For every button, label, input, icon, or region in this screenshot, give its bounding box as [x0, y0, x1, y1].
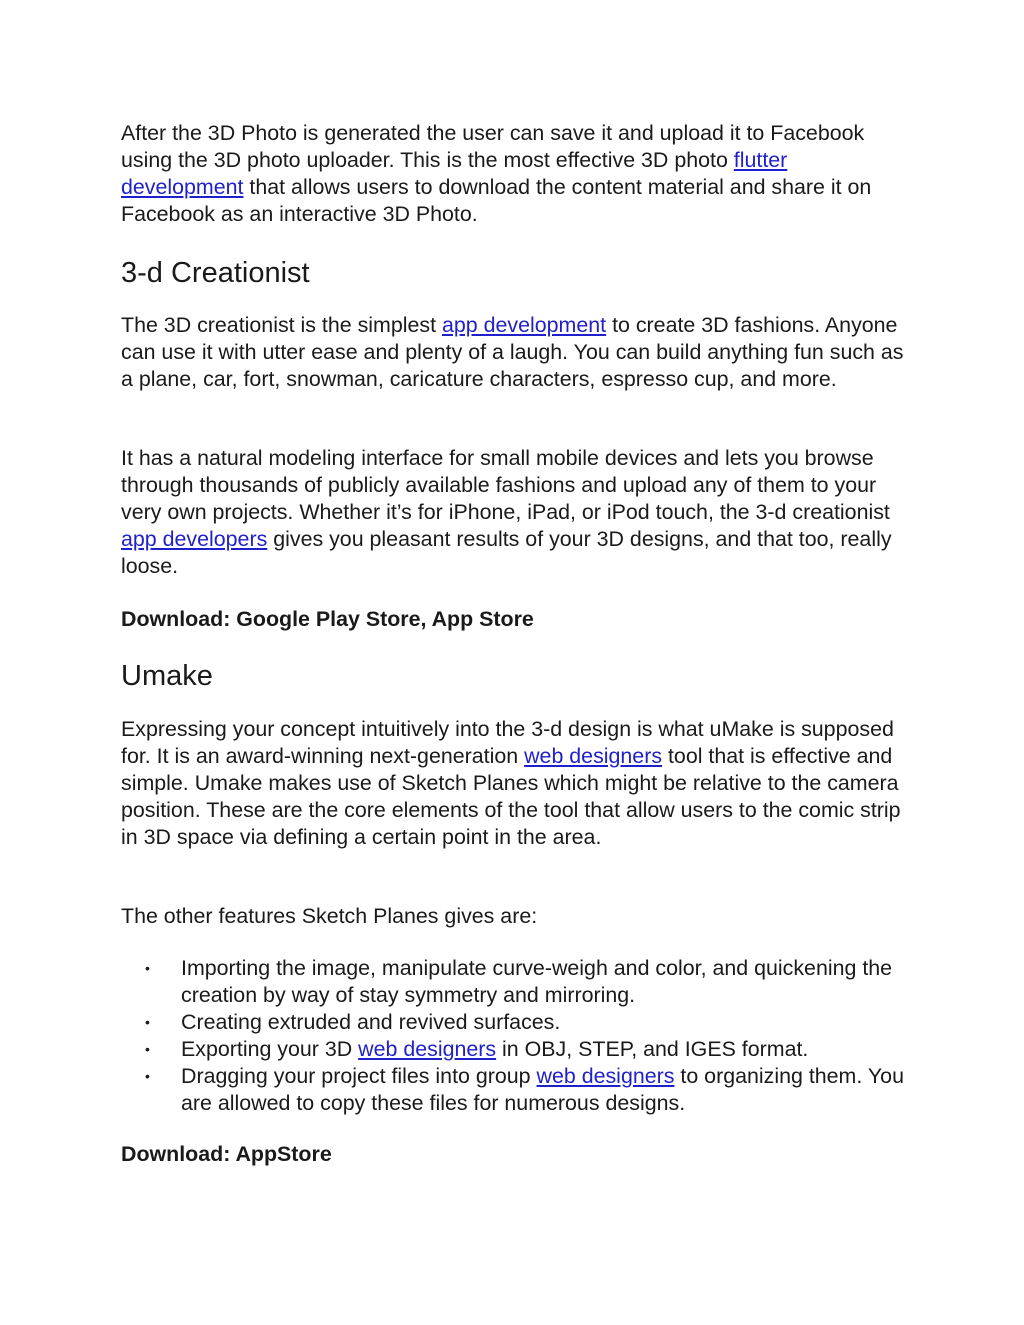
app-developers-link[interactable]: app developers	[121, 527, 268, 551]
download-google-play-app-store: Download: Google Play Store, App Store	[121, 607, 534, 631]
paragraph-3d-photo	[121, 120, 911, 228]
heading-3d-creationist: 3-d Creationist	[121, 257, 310, 289]
list-item-text: Creating extruded and revived surfaces.	[181, 1010, 561, 1034]
list-item-text: to organizing them. You are allowed to copy these files for numerous designs.	[181, 1064, 904, 1115]
bullet-icon: •	[145, 960, 150, 976]
heading-umake: Umake	[121, 660, 213, 692]
list-item-text: Exporting your 3D	[181, 1037, 359, 1061]
paragraph-text: Expressing your concept intuitively into the 3-d design is what uMake is supposed for. It is an award-winning next-generation	[121, 717, 894, 768]
list-item-text: Dragging your project files into group	[181, 1064, 537, 1088]
list-item-text: Importing the image, manipulate curve-weigh and color, and quickening the creation by way of stay symmetry and mirroring.	[181, 956, 893, 1007]
bullet-icon: •	[145, 1041, 150, 1057]
download-app-store: Download: AppStore	[121, 1142, 332, 1166]
bullet-icon: •	[145, 1014, 150, 1030]
list-item-text: in OBJ, STEP, and IGES format.	[496, 1037, 809, 1061]
paragraph-umake-intro	[121, 716, 911, 851]
paragraph-text: The 3D creationist is the simplest	[121, 313, 442, 337]
app-development-link[interactable]: app development	[442, 313, 607, 337]
list-item	[121, 1036, 911, 1063]
paragraph-text: After the 3D Photo is generated the user can save it and upload it to Facebook using the 3D photo uploader. This is the most effective 3D photo	[121, 121, 865, 172]
bullet-icon: •	[145, 1068, 150, 1084]
paragraph-features-intro: The other features Sketch Planes gives are:	[121, 904, 538, 928]
web-designers-link[interactable]: web designers	[358, 1037, 497, 1061]
web-designers-link[interactable]: web designers	[524, 744, 663, 768]
paragraph-text: that allows users to download the content material and share it on Facebook as an interactive 3D Photo.	[121, 175, 872, 226]
paragraph-text: to create 3D fashions. Anyone can use it with utter ease and plenty of a laugh. You can build anything fun such as a plane, car, fort, snowman, caricature characters, espresso cup, and more.	[121, 313, 904, 391]
paragraph-text: tool that is effective and simple. Umake makes use of Sketch Planes which might be relative to the camera position. These are the core elements of the tool that allow users to the comic strip in 3D space via defining a certain point in the area.	[121, 744, 901, 849]
list-item	[121, 1009, 911, 1036]
paragraph-text: It has a natural modeling interface for small mobile devices and lets you browse through thousands of publicly available fashions and upload any of them to your very own projects. Whether it’s for iPhone, iPad, or iPod touch, the 3-d creationist	[121, 446, 890, 524]
flutter-development-link[interactable]: flutter development	[121, 148, 788, 199]
features-list	[121, 955, 911, 1117]
paragraph-text: gives you pleasant results of your 3D designs, and that too, really loose.	[121, 527, 892, 578]
web-designers-link[interactable]: web designers	[536, 1064, 675, 1088]
paragraph-creationist-intro	[121, 312, 911, 393]
paragraph-creationist-details	[121, 445, 911, 580]
list-item	[121, 955, 911, 1009]
list-item	[121, 1063, 911, 1117]
